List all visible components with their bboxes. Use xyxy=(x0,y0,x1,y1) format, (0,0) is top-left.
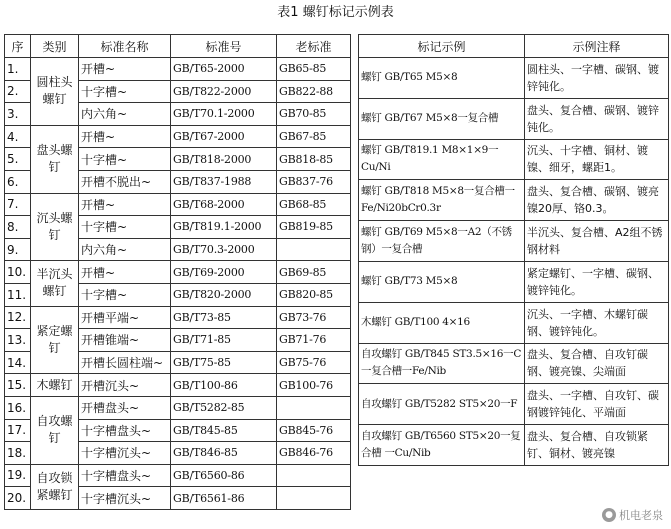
table-row xyxy=(5,306,351,329)
row-old: GB846-76 xyxy=(277,442,351,465)
row-std: GB/T6560-86 xyxy=(171,464,277,487)
row-std: GB/T5282-85 xyxy=(171,396,277,419)
example-note: 盘头、复合槽、自攻锁紧钉、铜材、镀亮镍 xyxy=(525,425,669,466)
row-old xyxy=(277,464,351,487)
header-no: 序 xyxy=(5,35,31,58)
row-std: GB/T818-2000 xyxy=(171,148,277,171)
table-row xyxy=(359,180,669,221)
row-old: GB75-76 xyxy=(277,351,351,374)
row-old: GB68-85 xyxy=(277,193,351,216)
example-mark: 木螺钉 GB/T100 4×16 xyxy=(359,302,525,343)
row-std: GB/T75-85 xyxy=(171,351,277,374)
standards-table xyxy=(4,34,351,510)
table-row xyxy=(5,374,351,397)
row-name: 十字槽沉头~ xyxy=(79,442,171,465)
row-name: 开槽~ xyxy=(79,125,171,148)
table-row xyxy=(359,98,669,139)
row-name: 内六角~ xyxy=(79,103,171,126)
row-no: 1. xyxy=(5,58,31,81)
row-old: GB819-85 xyxy=(277,216,351,239)
row-no: 11. xyxy=(5,283,31,306)
row-old: GB845-76 xyxy=(277,419,351,442)
row-old: GB69-85 xyxy=(277,261,351,284)
example-note: 盘头、复合槽、碳钢、镀锌钝化。 xyxy=(525,98,669,139)
example-mark: 螺钉 GB/T69 M5×8一A2（不锈钢）一复合槽 xyxy=(359,221,525,262)
row-old: GB70-85 xyxy=(277,103,351,126)
row-std: GB/T822-2000 xyxy=(171,80,277,103)
row-no: 17. xyxy=(5,419,31,442)
category-cell: 自攻锁紧螺钉 xyxy=(31,464,79,509)
row-name: 十字槽~ xyxy=(79,80,171,103)
row-old xyxy=(277,238,351,261)
example-note: 紧定螺钉、一字槽、碳钢、镀锌钝化。 xyxy=(525,261,669,302)
row-no: 7. xyxy=(5,193,31,216)
example-note: 圆柱头、一字槽、碳钢、镀锌钝化。 xyxy=(525,58,669,99)
table-row xyxy=(5,125,351,148)
header-row xyxy=(359,35,669,58)
category-cell: 盘头螺钉 xyxy=(31,125,79,193)
category-cell: 半沉头螺钉 xyxy=(31,261,79,306)
row-std: GB/T846-85 xyxy=(171,442,277,465)
category-cell: 紧定螺钉 xyxy=(31,306,79,374)
example-mark: 自攻螺钉 GB/T5282 ST5×20一F xyxy=(359,384,525,425)
table-row xyxy=(5,464,351,487)
example-note: 盘头、复合槽、自攻钉碳钢、镀亮镍、尖端面 xyxy=(525,343,669,384)
example-mark: 螺钉 GB/T67 M5×8一复合槽 xyxy=(359,98,525,139)
example-note: 盘头、一字槽、自攻钉、碳钢镀锌钝化、平端面 xyxy=(525,384,669,425)
row-no: 16. xyxy=(5,396,31,419)
row-old: GB65-85 xyxy=(277,58,351,81)
example-note: 沉头、一字槽、木螺钉碳钢、镀锌钝化。 xyxy=(525,302,669,343)
row-no: 20. xyxy=(5,487,31,510)
row-std: GB/T820-2000 xyxy=(171,283,277,306)
category-cell: 自攻螺钉 xyxy=(31,396,79,464)
row-name: 十字槽~ xyxy=(79,148,171,171)
row-no: 8. xyxy=(5,216,31,239)
watermark-text: 机电老泉 xyxy=(619,509,663,522)
row-name: 内六角~ xyxy=(79,238,171,261)
header-note: 示例注释 xyxy=(525,35,669,58)
table-row xyxy=(5,261,351,284)
row-no: 14. xyxy=(5,351,31,374)
row-no: 4. xyxy=(5,125,31,148)
row-old: GB837-76 xyxy=(277,170,351,193)
example-mark: 螺钉 GB/T819.1 M8×1×9一Cu/Ni xyxy=(359,139,525,180)
category-cell: 木螺钉 xyxy=(31,374,79,397)
row-std: GB/T73-85 xyxy=(171,306,277,329)
row-old: GB71-76 xyxy=(277,329,351,352)
example-mark: 螺钉 GB/T818 M5×8一复合槽一Fe/Ni20bCr0.3r xyxy=(359,180,525,221)
example-mark: 自攻螺钉 GB/T6560 ST5×20一复合槽 一Cu/Nib xyxy=(359,425,525,466)
example-note: 沉头、十字槽、铜材、镀镍、细牙，螺距1。 xyxy=(525,139,669,180)
row-old: GB818-85 xyxy=(277,148,351,171)
table-row xyxy=(359,384,669,425)
row-std: GB/T71-85 xyxy=(171,329,277,352)
row-std: GB/T68-2000 xyxy=(171,193,277,216)
header-std: 标准号 xyxy=(171,35,277,58)
row-name: 开槽盘头~ xyxy=(79,396,171,419)
row-no: 13. xyxy=(5,329,31,352)
row-name: 十字槽盘头~ xyxy=(79,419,171,442)
table-row xyxy=(359,261,669,302)
row-name: 开槽长圆柱端~ xyxy=(79,351,171,374)
row-no: 3. xyxy=(5,103,31,126)
header-old: 老标准 xyxy=(277,35,351,58)
row-name: 十字槽~ xyxy=(79,216,171,239)
header-row xyxy=(5,35,351,58)
row-name: 开槽~ xyxy=(79,58,171,81)
row-old: GB100-76 xyxy=(277,374,351,397)
category-cell: 圆柱头螺钉 xyxy=(31,58,79,126)
row-name: 开槽~ xyxy=(79,261,171,284)
row-name: 开槽~ xyxy=(79,193,171,216)
table-row xyxy=(359,58,669,99)
table-row xyxy=(359,343,669,384)
row-no: 6. xyxy=(5,170,31,193)
watermark xyxy=(602,507,663,523)
row-no: 9. xyxy=(5,238,31,261)
row-no: 19. xyxy=(5,464,31,487)
row-no: 5. xyxy=(5,148,31,171)
table-row xyxy=(359,221,669,262)
row-std: GB/T845-85 xyxy=(171,419,277,442)
row-std: GB/T69-2000 xyxy=(171,261,277,284)
row-name: 开槽沉头~ xyxy=(79,374,171,397)
table-title: 表1 螺钉标记示例表 xyxy=(277,5,394,20)
row-std: GB/T100-86 xyxy=(171,374,277,397)
table-row xyxy=(5,396,351,419)
row-std: GB/T70.1-2000 xyxy=(171,103,277,126)
row-name: 开槽锥端~ xyxy=(79,329,171,352)
row-name: 开槽不脱出~ xyxy=(79,170,171,193)
row-old: GB822-88 xyxy=(277,80,351,103)
row-old: GB73-76 xyxy=(277,306,351,329)
example-note: 半沉头、复合槽、A2组不锈钢材料 xyxy=(525,221,669,262)
table-row xyxy=(359,139,669,180)
row-no: 2. xyxy=(5,80,31,103)
wechat-icon: ● xyxy=(602,508,616,522)
row-std: GB/T70.3-2000 xyxy=(171,238,277,261)
header-name: 标准名称 xyxy=(79,35,171,58)
row-old: GB820-85 xyxy=(277,283,351,306)
example-mark: 自攻螺钉 GB/T845 ST3.5×16一C一复合槽一Fe/Nib xyxy=(359,343,525,384)
header-mark: 标记示例 xyxy=(359,35,525,58)
row-std: GB/T65-2000 xyxy=(171,58,277,81)
example-mark: 螺钉 GB/T73 M5×8 xyxy=(359,261,525,302)
examples-table xyxy=(358,34,669,466)
header-category: 类别 xyxy=(31,35,79,58)
row-old xyxy=(277,487,351,510)
example-note: 盘头、复合槽、碳钢、镀亮镍20厚、铬0.3。 xyxy=(525,180,669,221)
row-name: 十字槽~ xyxy=(79,283,171,306)
category-cell: 沉头螺钉 xyxy=(31,193,79,261)
table-row xyxy=(359,302,669,343)
example-mark: 螺钉 GB/T65 M5×8 xyxy=(359,58,525,99)
row-std: GB/T819.1-2000 xyxy=(171,216,277,239)
row-old: GB67-85 xyxy=(277,125,351,148)
row-no: 10. xyxy=(5,261,31,284)
table-row xyxy=(5,193,351,216)
row-std: GB/T67-2000 xyxy=(171,125,277,148)
row-std: GB/T6561-86 xyxy=(171,487,277,510)
row-no: 18. xyxy=(5,442,31,465)
row-old xyxy=(277,396,351,419)
row-no: 12. xyxy=(5,306,31,329)
table-row xyxy=(5,58,351,81)
row-name: 开槽平端~ xyxy=(79,306,171,329)
row-name: 十字槽沉头~ xyxy=(79,487,171,510)
row-name: 十字槽盘头~ xyxy=(79,464,171,487)
table-row xyxy=(359,425,669,466)
row-std: GB/T837-1988 xyxy=(171,170,277,193)
row-no: 15. xyxy=(5,374,31,397)
